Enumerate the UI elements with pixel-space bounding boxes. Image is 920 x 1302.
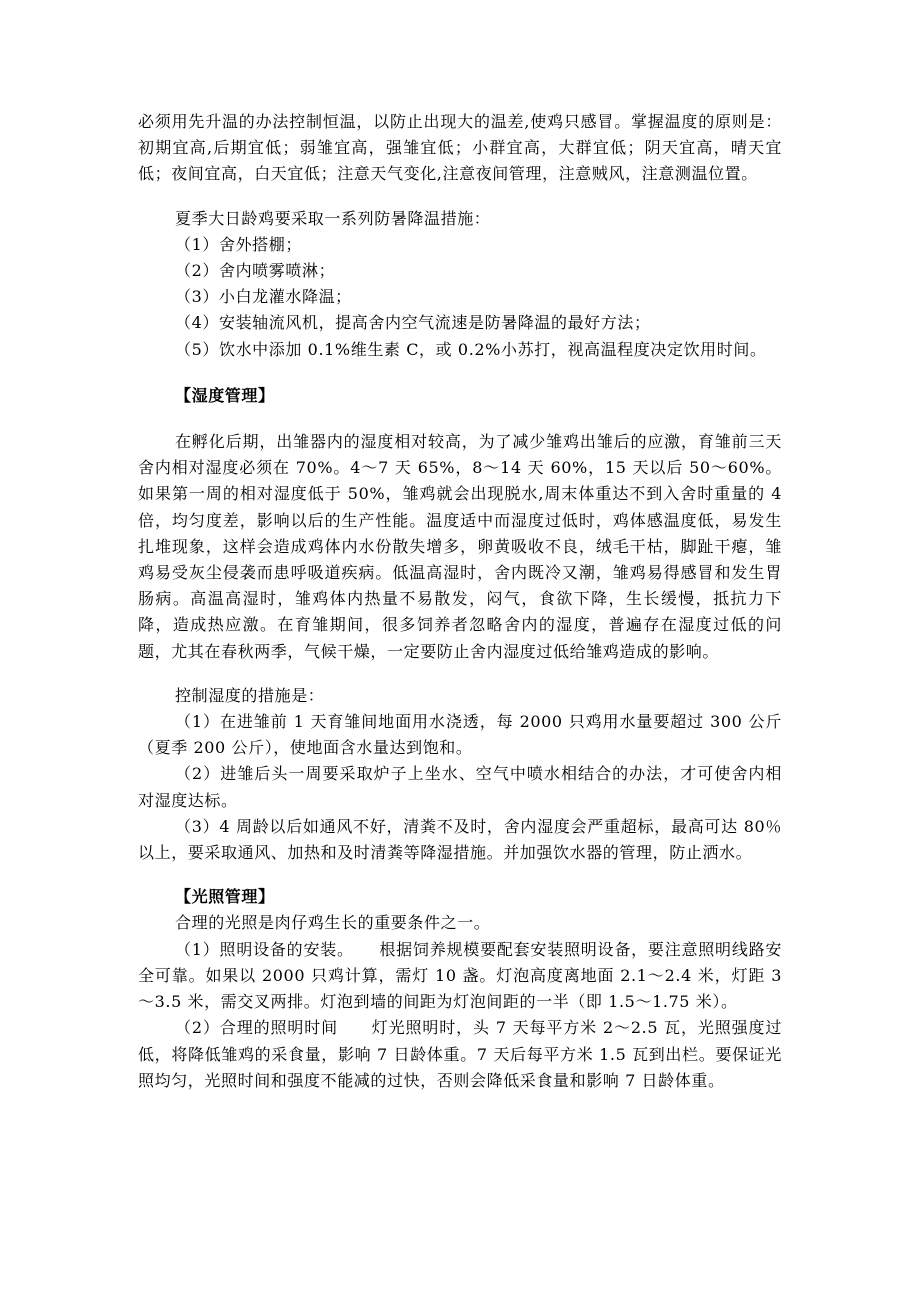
- humidity-measures-intro: 控制湿度的措施是：: [175, 685, 325, 705]
- document-body: [138, 109, 782, 1094]
- light-intro: 合理的光照是肉仔鸡生长的重要条件之一。: [175, 913, 491, 933]
- light-heading: 【光照管理】: [175, 887, 275, 907]
- light-item-2: （2）合理的照明时间 灯光照明时，头 7 天每平方米 2～2.5 瓦，光照强度过低，将降低雏鸡的采食量，影响 7 日龄体重。7 天后每平方米 1.5 瓦到出栏。要保证光照均匀，光照时间和强度不能减的过快，否则会降低采食量和影响 7 日龄体重。: [138, 1018, 782, 1090]
- humidity-measure-2: （2）进雏后头一周要采取炉子上坐水、空气中喷水相结合的办法，才可使舍内相对湿度达标。: [138, 764, 782, 810]
- summer-item-2: （2）舍内喷雾喷淋；: [175, 261, 336, 281]
- temperature-principles-paragraph: 必须用先升温的办法控制恒温，以防止出现大的温差,使鸡只感冒。掌握温度的原则是：初期宜高,后期宜低；弱雏宜高，强雏宜低；小群宜高，大群宜低；阴天宜高，晴天宜低；夜间宜高，白天宜低；注意天气变化,注意夜间管理，注意贼风，注意测温位置。: [138, 112, 782, 184]
- summer-cooling-intro: 夏季大日龄鸡要采取一系列防暑降温措施：: [175, 208, 491, 228]
- humidity-heading: 【湿度管理】: [175, 385, 275, 405]
- summer-item-1: （1）舍外搭棚；: [175, 234, 302, 254]
- humidity-measure-1: （1）在进雏前 1 天育雏间地面用水浇透，每 2000 只鸡用水量要超过 300 公斤（夏季 200 公斤），使地面含水量达到饱和。: [138, 712, 782, 758]
- summer-item-3: （3）小白龙灌水降温；: [175, 287, 352, 307]
- light-item-1: （1）照明设备的安装。 根据饲养规模要配套安装照明设备，要注意照明线路安全可靠。如果以 2000 只鸡计算，需灯 10 盏。灯泡高度离地面 2.1～2.4 米，灯距 3～3.5 米，需交叉两排。灯泡到墙的间距为灯泡间距的一半（即 1.5～1.75 米）。: [138, 939, 782, 1012]
- summer-item-5: （5）饮水中添加 0.1%维生素 C，或 0.2%小苏打，视高温程度决定饮用时间。: [175, 339, 767, 359]
- humidity-measure-3: （3）4 周龄以后如通风不好，清粪不及时，舍内湿度会严重超标，最高可达 80％以上，要采取通风、加热和及时清粪等降湿措施。并加强饮水器的管理，防止洒水。: [138, 816, 782, 863]
- summer-item-4: （4）安装轴流风机，提高舍内空气流速是防暑降温的最好方法；: [175, 313, 651, 333]
- humidity-body-paragraph: 在孵化后期，出雏器内的湿度相对较高，为了减少雏鸡出雏后的应激，育雏前三天舍内相对湿度必须在 70%。4～7 天 65%，8～14 天 60%，15 天以后 50～60%。如果第一周的相对湿度低于 50%，雏鸡就会出现脱水,周末体重达不到入舍时重量的 4 倍，均匀度差，影响以后的生产性能。温度适中而湿度过低时，鸡体感温度低，易发生扎堆现象，这样会造成鸡体内水份散失增多，卵黄吸收不良，绒毛干枯，脚趾干瘪，雏鸡易受灰尘侵袭而患呼吸道疾病。低温高湿时，舍内既冷又潮，雏鸡易得感冒和发生胃肠病。高温高湿时，雏鸡体内热量不易散发，闷气，食欲下降，生长缓慢，抵抗力下降，造成热应激。在育雏期间，很多饲养者忽略舍内的湿度，普遍存在湿度过低的问题，尤其在春秋两季，气候干燥，一定要防止舍内湿度过低给雏鸡造成的影响。: [138, 432, 782, 661]
